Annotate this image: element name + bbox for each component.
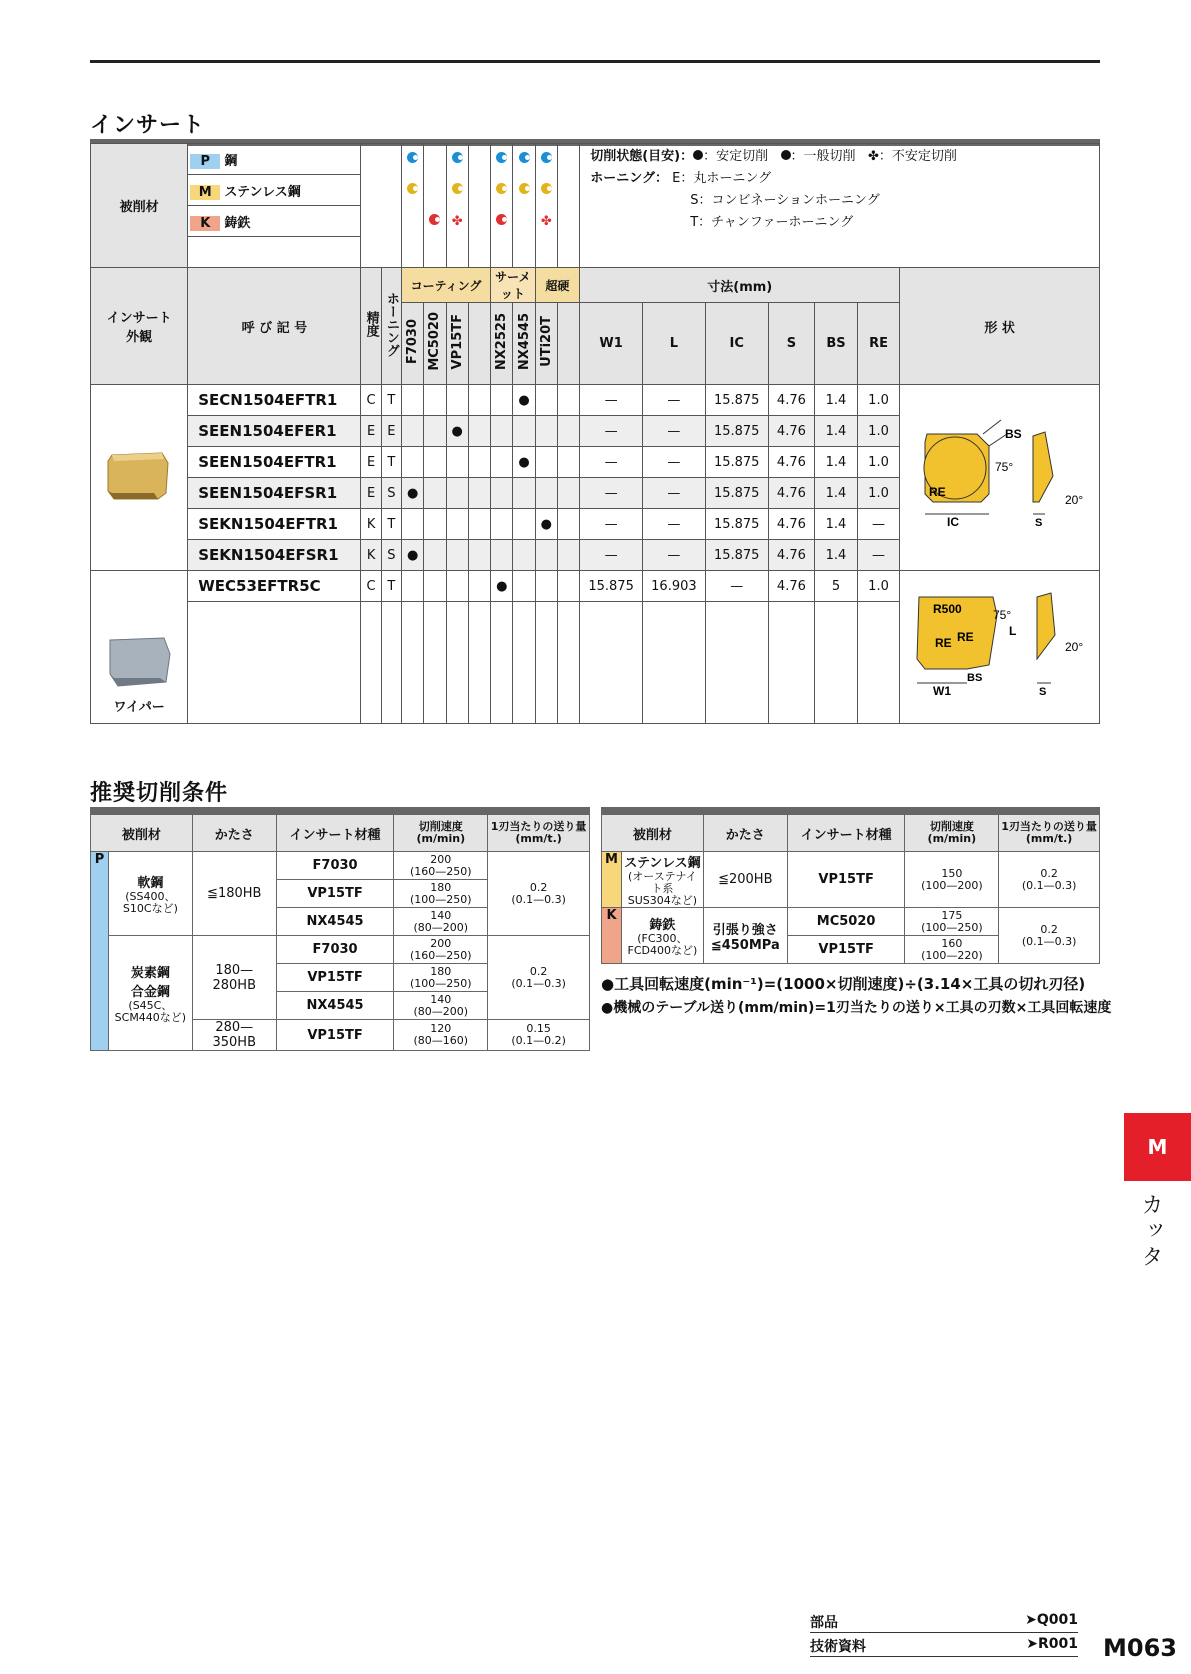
shape-diagram-wiper	[905, 585, 1095, 705]
label-bs: BS	[1004, 426, 1022, 441]
mat-stainless: ステンレス鋼 (オーステナイト系 SUS304など)	[621, 852, 703, 908]
tag-p-cond: P	[91, 852, 109, 1051]
insert-row: SEKN1504EFTR1 K T ● — — 15.875 4.76 1.4 —	[91, 509, 1100, 540]
header-cermet: サーメット	[491, 268, 536, 303]
m-f7030	[401, 175, 423, 206]
grade-nx2525: NX2525	[494, 312, 510, 371]
conditions-section-title: 推奨切削条件	[90, 781, 229, 806]
dim-bs-header: BS	[815, 303, 858, 385]
k-nx2525	[491, 206, 513, 237]
wiper-diagram-cell	[900, 571, 1100, 724]
label-wiper-bs: BS	[966, 672, 982, 684]
label-wiper-s: S	[1038, 686, 1046, 698]
grade-f7030: F7030	[405, 318, 421, 365]
grade-vp15tf: VP15TF	[449, 313, 465, 370]
section-tab-m[interactable]: M	[1124, 1113, 1191, 1181]
legend-line1: 切削状態(目安)： ：安定切削 ：一般切削 ✤：不安定切削	[590, 149, 957, 164]
wiper-photo-cell	[91, 571, 188, 724]
m-nx2525	[491, 175, 513, 206]
col-workpiece-r: 被削材	[602, 815, 704, 852]
label-l: L	[1008, 624, 1016, 638]
label-20: 20°	[1064, 492, 1083, 507]
label-w1: W1	[932, 684, 951, 698]
col-speed-r: 切削速度 (m/min)	[905, 815, 999, 852]
ref-tech[interactable]: 技術資料 ➤R001	[810, 1636, 1078, 1655]
wiper-label: ワイパー	[113, 700, 165, 715]
label-s: S	[1034, 516, 1042, 529]
workpiece-label: 被削材	[91, 144, 188, 268]
p-f7030	[401, 144, 423, 175]
page-number: M063	[1103, 1634, 1177, 1662]
material-m-name: ステンレス鋼	[224, 184, 301, 200]
hardness-1: ≦180HB	[192, 852, 276, 936]
conditions-bar-left	[90, 807, 590, 814]
insert-row: SECN1504EFTR1 C T ● — — 15.875 4.76 1.4 1.0 BS 75° RE IC S 20°	[91, 385, 1100, 416]
tag-k: K	[190, 216, 220, 231]
section-tab-label: カッタ	[1138, 1193, 1163, 1271]
insert-photo	[104, 447, 174, 505]
mat-carbon-steel: 炭素鋼 合金鋼 (S45C、 SCM440など)	[108, 936, 192, 1051]
m-vp15tf	[446, 175, 468, 206]
grade-uti20t: UTi20T	[538, 316, 554, 367]
col-feed-r: 1刃当たりの送り量 (mm/t.)	[999, 815, 1100, 852]
dim-ic-header: IC	[705, 303, 768, 385]
note-table-feed: ●機械のテーブル送り(mm/min)=1刃当たりの送り×工具の刃数×工具回転速度	[601, 1000, 1112, 1016]
insert-row: ワイパー WEC53EFTR5C C T ● 15.875 16.903 — 4.76 5 1.0 R500 75° RE RE L W1 BS S 20°	[91, 571, 1100, 602]
tag-m-cond: M	[602, 852, 622, 908]
label-75: 75°	[994, 459, 1013, 474]
header-appearance: インサート 外観	[91, 268, 188, 385]
k-mc5020	[424, 206, 446, 237]
dim-l-header: L	[643, 303, 706, 385]
grade-nx4545: NX4545	[516, 312, 532, 371]
k-vp15tf: ✤	[446, 206, 468, 237]
legend-honing-s: S：コンビネーションホーニング	[690, 193, 880, 208]
conditions-table-p: 被削材 かたさ インサート材種 切削速度 (m/min) 1刃当たりの送り量 (mm/t.) P 軟鋼 (SS400、 S10Cなど) ≦180HB F7030 200 (160—250) 0.2 (0.1—0.3) VP15TF 180 (100—250) NX4545 140 (80—200) 炭素鋼 合金鋼 (S45C、 SCM440など) 180—280HB F7030 200 (160—250) 0.2 (0.1—0.3) VP15TF 180 (100—250) NX4545 140 (80—200) 280—350HB VP15TF 120 (80—160) 0.15 (0.1—0.2)	[90, 814, 590, 1051]
hardness-2: 180—280HB	[192, 936, 276, 1020]
p-nx4545	[513, 144, 535, 175]
wiper-photo	[104, 634, 174, 692]
insert-row: SEEN1504EFER1 E E ● — — 15.875 4.76 1.4 1.0	[91, 416, 1100, 447]
m-nx4545	[513, 175, 535, 206]
legend-box	[580, 144, 1100, 268]
label-re: RE	[928, 484, 946, 499]
m-uti20t	[535, 175, 557, 206]
label-wiper-re2: RE	[956, 630, 974, 644]
ref-tech-link[interactable]: ➤R001	[1026, 1636, 1078, 1652]
label-wiper-20: 20°	[1064, 640, 1083, 654]
ref-parts[interactable]: 部品 ➤Q001	[810, 1612, 1078, 1631]
p-nx2525	[491, 144, 513, 175]
insert-table	[90, 143, 1100, 724]
label-r500: R500	[932, 602, 962, 616]
col-grade-r: インサート材種	[787, 815, 905, 852]
col-hardness: かたさ	[192, 815, 276, 852]
col-speed: 切削速度 (m/min)	[394, 815, 488, 852]
legend-honing-e: ホーニング： E：丸ホーニング	[590, 171, 772, 186]
insert-code: WEC53EFTR5C	[188, 571, 361, 602]
header-code: 呼 び 記 号	[188, 268, 361, 385]
material-p-name: 鋼	[224, 153, 238, 169]
label-wiper-re1: RE	[934, 636, 952, 650]
header-honing: ホーニング	[383, 291, 399, 357]
dim-s-header: S	[768, 303, 815, 385]
mat-cast-iron: 鋳鉄 (FC300、 FCD400など)	[621, 908, 703, 964]
insert-code: SEKN1504EFTR1	[188, 509, 361, 540]
header-carbide: 超硬	[535, 268, 580, 303]
insert-code: SEEN1504EFER1	[188, 416, 361, 447]
header-shape: 形 状	[900, 268, 1100, 385]
insert-code: SEEN1504EFSR1	[188, 478, 361, 509]
tag-m: M	[190, 185, 220, 200]
p-uti20t	[535, 144, 557, 175]
material-row-k	[188, 206, 361, 237]
insert-photo-cell	[91, 385, 188, 571]
material-k-name: 鋳鉄	[224, 215, 251, 231]
k-uti20t: ✤	[535, 206, 557, 237]
shape-diagram-square	[905, 416, 1095, 536]
conditions-table-mk: 被削材 かたさ インサート材種 切削速度 (m/min) 1刃当たりの送り量 (mm/t.) M ステンレス鋼 (オーステナイト系 SUS304など) ≦200HB VP15TF 150 (100—200) 0.2 (0.1—0.3) K 鋳鉄 (FC300、 FCD400など) 引張り強さ ≦450MPa MC5020 175 (100—250) 0.2 (0.1—0.3) VP15TF 160 (100—220)	[601, 814, 1100, 964]
insert-code: SECN1504EFTR1	[188, 385, 361, 416]
label-ic: IC	[946, 514, 959, 529]
material-row-m	[188, 175, 361, 206]
dim-re-header: RE	[857, 303, 900, 385]
col-grade: インサート材種	[276, 815, 394, 852]
note-spindle-speed: ●工具回転速度(min⁻¹)=(1000×切削速度)÷(3.14×工具の切れ刃径)	[601, 975, 1086, 993]
header-coating: コーティング	[401, 268, 490, 303]
tag-k-cond: K	[602, 908, 622, 964]
col-feed: 1刃当たりの送り量 (mm/t.)	[488, 815, 590, 852]
tag-p: P	[190, 154, 220, 169]
ref-parts-link[interactable]: ➤Q001	[1025, 1612, 1078, 1628]
dim-w1-header: W1	[580, 303, 643, 385]
material-row-p	[188, 144, 361, 175]
insert-section-title: インサート	[90, 113, 206, 138]
insert-row: SEKN1504EFSR1 K S ● — — 15.875 4.76 1.4 —	[91, 540, 1100, 571]
p-vp15tf	[446, 144, 468, 175]
insert-code: SEEN1504EFTR1	[188, 447, 361, 478]
insert-row: SEEN1504EFTR1 E T ● — — 15.875 4.76 1.4 1.0	[91, 447, 1100, 478]
col-hardness-r: かたさ	[703, 815, 787, 852]
insert-row: SEEN1504EFSR1 E S ● — — 15.875 4.76 1.4 1.0	[91, 478, 1100, 509]
insert-code: SEKN1504EFSR1	[188, 540, 361, 571]
grade-mc5020: MC5020	[427, 312, 443, 371]
header-dimensions: 寸法(mm)	[580, 268, 900, 303]
label-wiper-75: 75°	[992, 608, 1011, 622]
legend-honing-t: T：チャンファーホーニング	[690, 215, 854, 230]
hardness-3: 280—350HB	[192, 1020, 276, 1051]
conditions-bar-right	[601, 807, 1100, 814]
top-rule	[90, 60, 1100, 63]
mat-mild-steel: 軟鋼 (SS400、 S10Cなど)	[108, 852, 192, 936]
col-workpiece: 被削材	[91, 815, 193, 852]
shape-diagram-cell	[900, 385, 1100, 571]
header-precision: 精度	[363, 311, 379, 337]
